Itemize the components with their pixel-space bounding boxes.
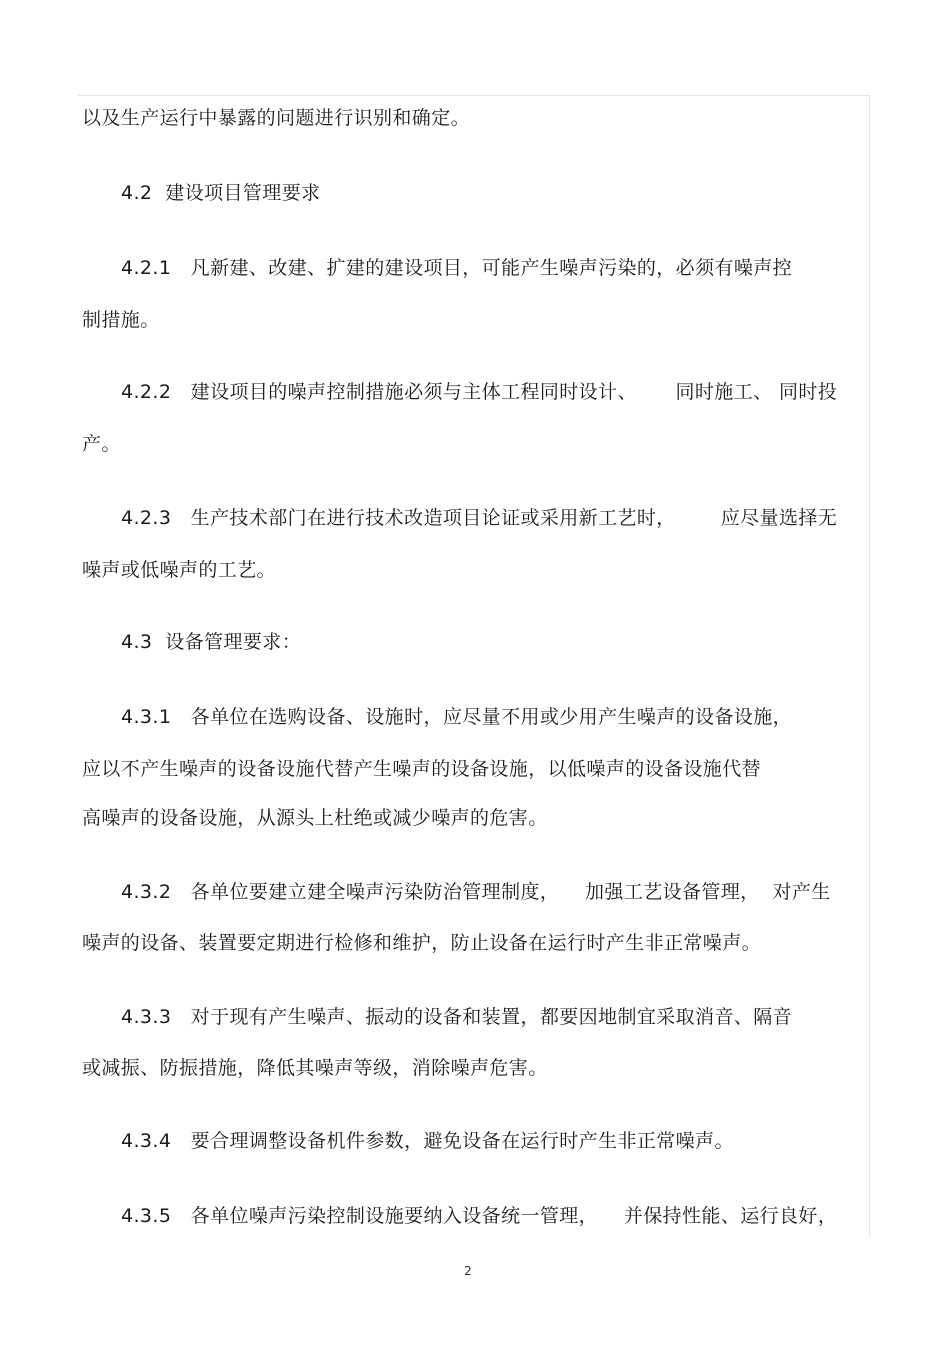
text-line: 产。 (82, 433, 121, 455)
text-line: 4.2.1 凡新建、改建、扩建的建设项目，可能产生噪声污染的，必须有噪声控 (121, 257, 793, 279)
section-heading: 4.3 设备管理要求： (121, 631, 302, 653)
text-line: 4.3.2 各单位要建立建全噪声污染防治管理制度， 加强工艺设备管理， 对产生 (121, 881, 831, 903)
text-line: 高噪声的设备设施，从源头上杜绝或减少噪声的危害。 (82, 807, 548, 829)
page-number: 2 (464, 1264, 472, 1278)
text-line: 4.3.5 各单位噪声污染控制设施要纳入设备统一管理， 并保持性能、运行良好， (121, 1205, 838, 1227)
section-heading: 4.2 建设项目管理要求 (121, 182, 321, 204)
text-line: 噪声或低噪声的工艺。 (82, 559, 277, 581)
text-line: 4.3.3 对于现有产生噪声、振动的设备和装置，都要因地制宜采取消音、隔音 (121, 1006, 793, 1028)
text-line: 4.3.1 各单位在选购设备、设施时，应尽量不用或少用产生噪声的设备设施， (121, 706, 793, 728)
text-line: 4.2.3 生产技术部门在进行技术改造项目论证或采用新工艺时， 应尽量选择无 (121, 507, 838, 529)
text-line: 4.3.4 要合理调整设备机件参数，避免设备在运行时产生非正常噪声。 (121, 1130, 734, 1152)
text-line: 制措施。 (82, 309, 160, 331)
text-line: 或减振、防振措施，降低其噪声等级，消除噪声危害。 (82, 1057, 548, 1079)
text-line: 噪声的设备、装置要定期进行检修和维护，防止设备在运行时产生非正常噪声。 (82, 932, 762, 954)
text-line: 4.2.2 建设项目的噪声控制措施必须与主体工程同时设计、 同时施工、 同时投 (121, 381, 838, 403)
text-line: 以及生产运行中暴露的问题进行识别和确定。 (82, 107, 471, 129)
text-line: 应以不产生噪声的设备设施代替产生噪声的设备设施，以低噪声的设备设施代替 (82, 758, 762, 780)
